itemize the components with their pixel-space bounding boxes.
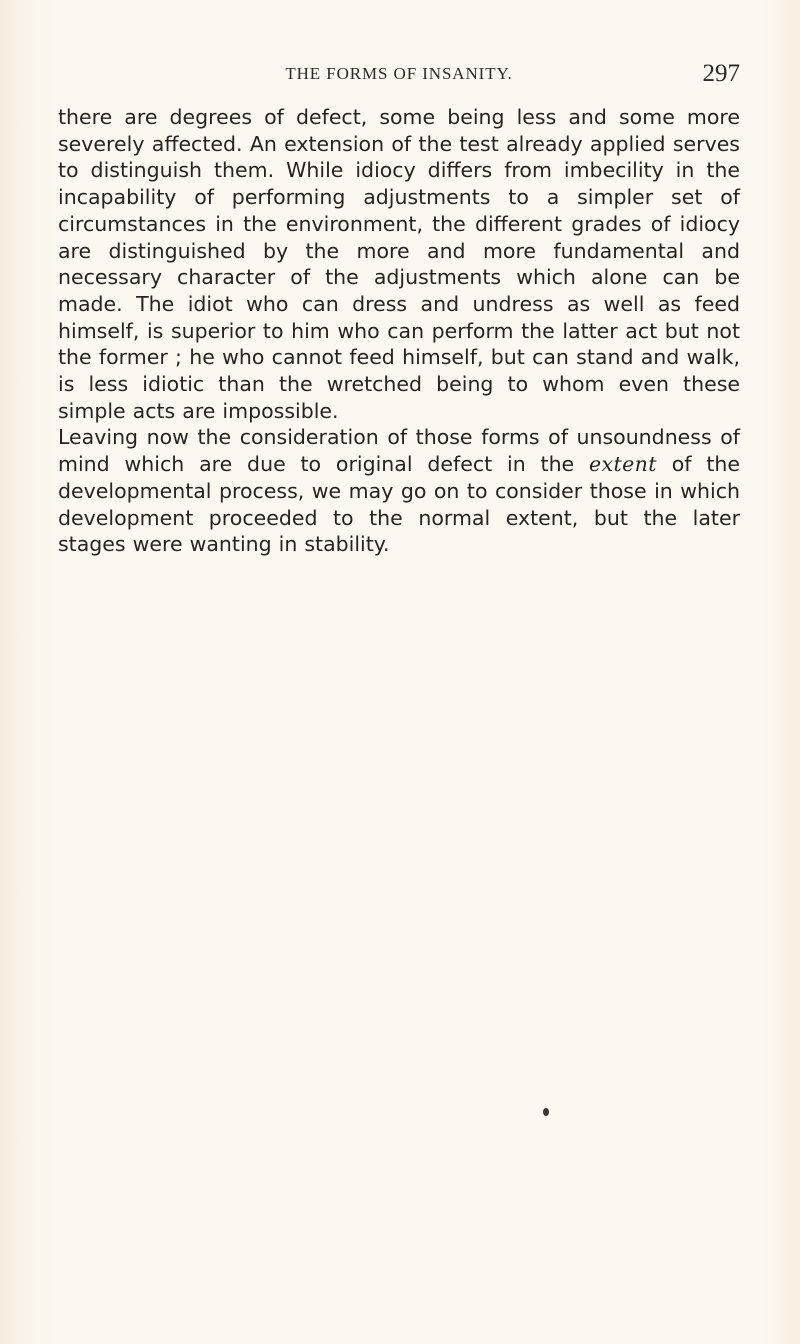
paragraph-2 bbox=[58, 424, 740, 558]
emphasized-word: extent bbox=[589, 452, 657, 477]
paragraph-1: there are degrees of defect, some being less and some more severely affected. An extension of the test already applied serves to distinguish them. While idiocy differs from imbecility in the incapability of performing adjustments to a simpler set of circumstances in the environment, the different grades of idiocy are distinguished by the more and more fundamental and necessary character of the adjustments which alone can be made. The idiot who can dress and undress as well as feed himself, is superior to him who can perform the latter act but not the former ; he who cannot feed himself, but can stand and walk, is less idiotic than the wretched being to whom even these simple acts are impossible. bbox=[58, 105, 740, 423]
running-head bbox=[58, 60, 740, 94]
ink-speck bbox=[543, 1108, 549, 1116]
running-title: THE FORMS OF INSANITY. bbox=[285, 64, 513, 83]
paragraph-2-text-start: Leaving now the consideration of those forms of unsoundness of mind which are due to original defect in the bbox=[58, 425, 740, 477]
paragraph-2-text-end: of the developmental process, we may go on to consider those in which development proceeded to the normal extent, but the later stages were wanting in stability. bbox=[58, 452, 741, 557]
page-number: 297 bbox=[702, 60, 740, 87]
body-text bbox=[58, 104, 740, 558]
